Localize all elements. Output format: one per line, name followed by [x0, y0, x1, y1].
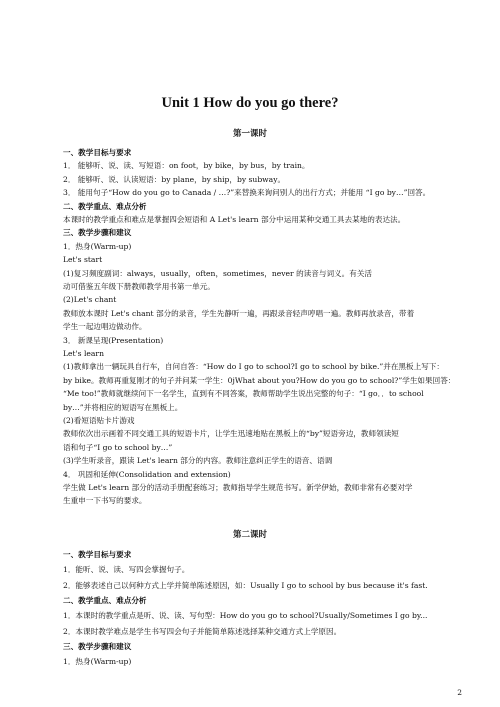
- lesson-2-heading: 第二课时: [232, 530, 267, 540]
- section-heading: 二、教学重点、难点分析: [63, 201, 147, 211]
- text-line: 2． 能够听、说、认读短语：by plane，by ship，by subway。: [63, 174, 286, 184]
- text-line: 4． 巩固和延伸(Consolidation and extension): [63, 469, 231, 479]
- text-line: 学生一起边唱边做动作。: [63, 322, 147, 332]
- text-line: 生重申一下书写的要求。: [63, 496, 147, 506]
- section-heading: 一、教学目标与要求: [63, 148, 132, 157]
- text-line: 1．热身(Warm-up): [63, 657, 132, 667]
- text-line: (3)学生听录音，跟读 Let's learn 部分的内容。教师注意纠正学生的语音、语调: [63, 456, 333, 466]
- section-heading: 三、教学步骤和建议: [63, 228, 132, 238]
- unit-title: Unit 1 How do you go there?: [161, 95, 339, 111]
- text-line: 2．本课时教学难点是学生书写四会句子并能简单陈述选择某种交通方式上学原因。: [63, 626, 342, 636]
- text-line: 3． 新课呈现(Presentation): [63, 335, 164, 345]
- text-line: (1)教师拿出一辆玩具自行车，自问自答：“How do I go to school?I go to school by bike.”并在黑板上写下：: [63, 362, 444, 372]
- text-line: 1． 能够听、说、读、写短语：on foot，by bike，by bus，by train。: [63, 161, 310, 171]
- text-line: 教师放本课时 Let's chant 部分的录音，学生先静听一遍，再跟录音轻声哼唱一遍。教师再放录音，带着: [63, 308, 415, 318]
- text-line: 1．能听、说、读、写四会掌握句子。: [63, 565, 190, 575]
- text-line: 1．本课时的教学重点是听、说、读、写句型：How do you go to school?Usually/Sometimes I go by...: [63, 611, 428, 621]
- lesson-1-heading: 第一课时: [232, 129, 267, 139]
- text-line: by bike。教师再重复刚才的句子并问某一学生：0jWhat about you?How do you go to school?”学生如果回答：: [63, 375, 456, 385]
- text-line: 本课时的教学重点和难点是掌握四会短语和 A Let's learn 部分中运用某种交通工具去某地的表达法。: [63, 215, 406, 224]
- section-heading: 一、教学目标与要求: [63, 550, 132, 559]
- text-line: Let's learn: [63, 349, 104, 358]
- text-line: by…”并将相应的短语写在黑板上。: [63, 402, 183, 412]
- text-line: 动可借鉴五年级下册教师教学用书第一单元。: [63, 282, 215, 291]
- text-line: 3． 能用句子“How do you go to Canada / …?”来替换来询问别人的出行方式；并能用 “I go by…”回答。: [63, 188, 431, 198]
- text-line: 教师依次出示画着不同交通工具的短语卡片，让学生迅速地贴在黑板上的“by”短语旁边，教师领读短: [63, 429, 399, 439]
- text-line: (2)看短语贴卡片游戏: [63, 416, 135, 425]
- section-heading: 三、教学步骤和建议: [63, 641, 132, 651]
- page-number: 2: [457, 688, 462, 697]
- text-line: (1)复习频度副词：always，usually，often，sometimes，never 的读音与词义。有关活: [63, 268, 373, 278]
- text-line: 1．热身(Warm-up): [63, 241, 132, 251]
- section-heading: 二、教学重点、难点分析: [63, 595, 147, 605]
- text-line: Let's start: [63, 255, 103, 265]
- text-line: 语和句子“I go to school by…”: [63, 442, 173, 452]
- text-line: 学生做 Let's learn 部分的活动手册配套练习；教师指导学生规范书写。新学伊始，教师非常有必要对学: [63, 483, 413, 492]
- text-line: (2)Let's chant: [63, 295, 117, 305]
- text-line: “Me too!”教师就继续问下一名学生，直到有不同答案，教师帮助学生说出完整的句子：“I go．．to school: [63, 389, 424, 399]
- text-line: 2．能够表述自己以何种方式上学并简单陈述原因，如：Usually I go to school by bus because it's fast.: [63, 580, 428, 590]
